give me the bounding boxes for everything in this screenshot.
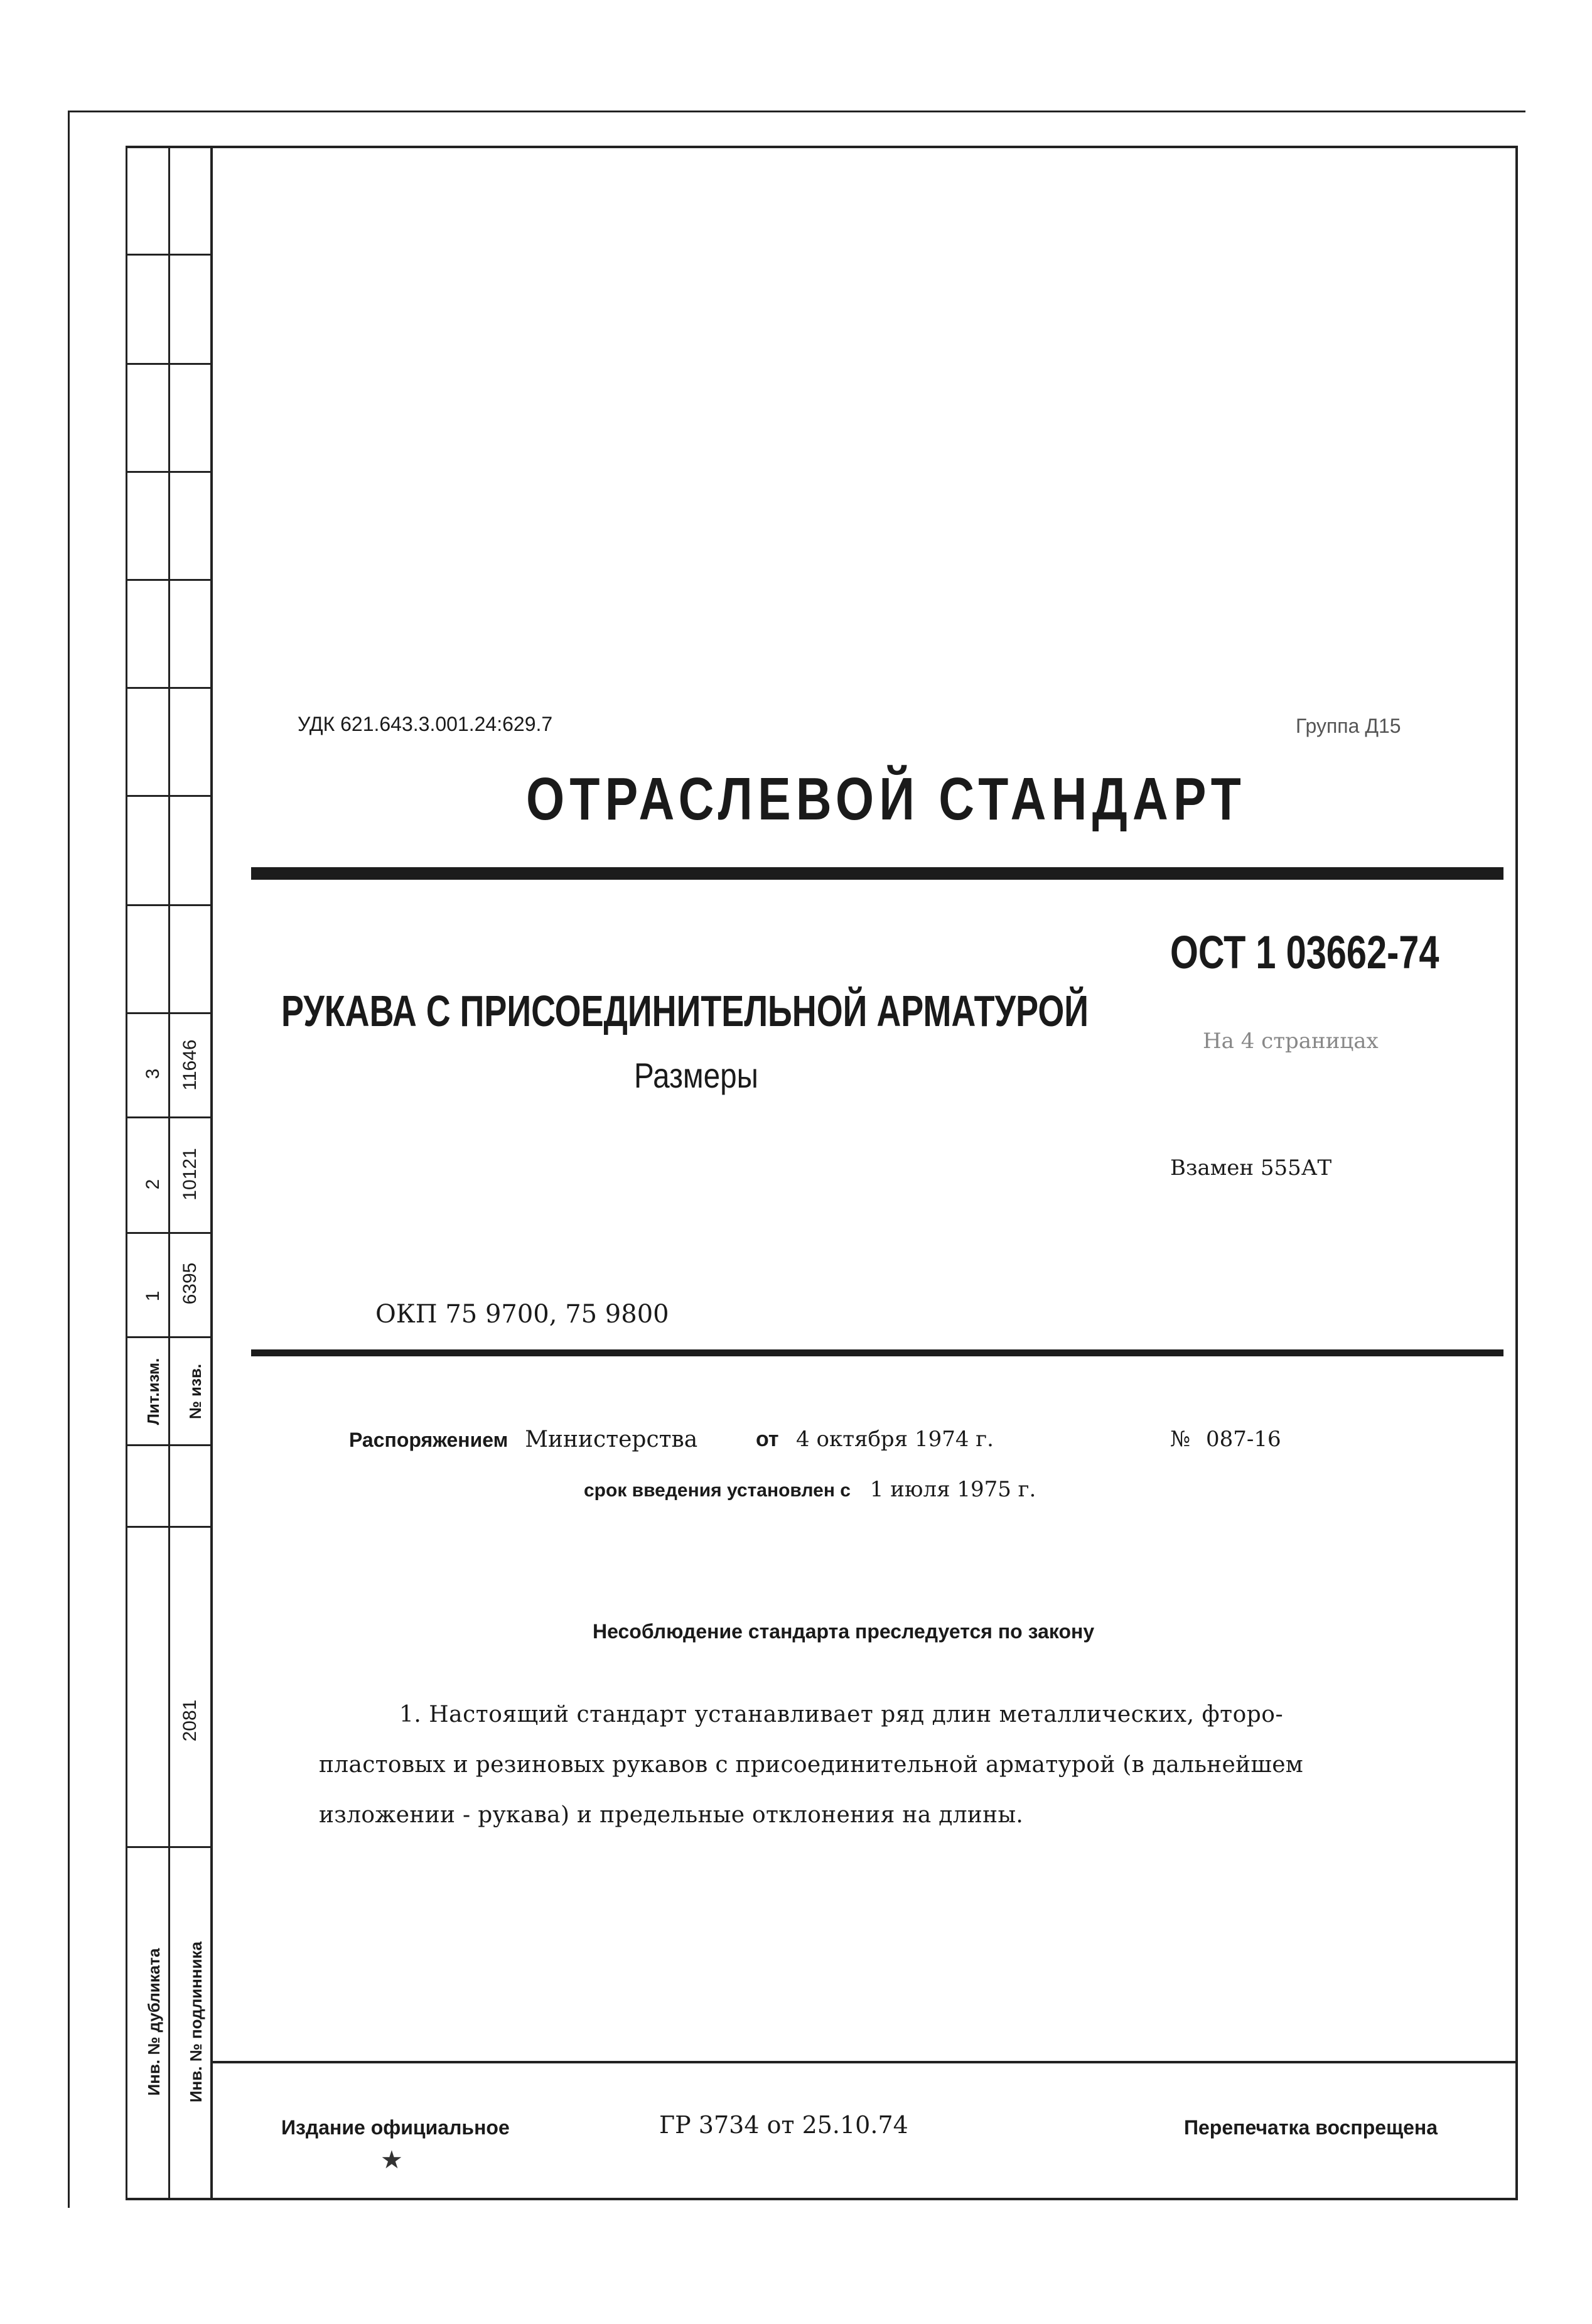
decree-number: 087-16 xyxy=(1206,1427,1281,1452)
stamp-change-col-3: 3 xyxy=(143,1068,163,1079)
frame-bottom xyxy=(126,2198,1518,2200)
paragraph-1-line-2: пластовых и резиновых рукавов с присоединительной арматурой (в дальнейшем xyxy=(319,1752,1304,1778)
stamp-row-7 xyxy=(126,904,211,906)
stamp-row-3 xyxy=(126,471,211,473)
footer-reprint: Перепечатка воспрещена xyxy=(1184,2116,1438,2139)
stamp-row-1 xyxy=(126,254,211,256)
udk-code: УДК 621.643.3.001.24:629.7 xyxy=(298,713,553,735)
paragraph-1-line-3: изложении - рукава) и предельные отклонения на длины. xyxy=(319,1802,1024,1828)
stamp-left xyxy=(126,146,127,2199)
stamp-row-4 xyxy=(126,579,211,581)
stamp-row-14 xyxy=(126,1846,211,1848)
stamp-change-col-2: 2 xyxy=(143,1179,163,1190)
decree-line xyxy=(349,1427,697,1452)
okp-rule xyxy=(251,1349,1503,1356)
title-rule xyxy=(251,867,1503,880)
decree-date-line xyxy=(756,1427,994,1452)
star-icon: ★ xyxy=(380,2146,403,2175)
document-title: ОТРАСЛЕВОЙ СТАНДАРТ xyxy=(526,765,1246,833)
okp-codes: ОКП 75 9700, 75 9800 xyxy=(375,1300,669,1329)
stamp-label-changes: Лит.изм. xyxy=(144,1358,163,1425)
decree-authority: Министерства xyxy=(525,1427,698,1452)
standard-pages: На 4 страницах xyxy=(1203,1029,1379,1054)
decree-date-prefix: от xyxy=(756,1427,779,1451)
stamp-row-9 xyxy=(126,1116,211,1118)
stamp-row-5 xyxy=(126,687,211,689)
standard-subject: РУКАВА С ПРИСОЕДИНИТЕЛЬНОЙ АРМАТУРОЙ xyxy=(281,986,1089,1035)
frame-top-outer xyxy=(69,111,1525,112)
stamp-change-num-2: 10121 xyxy=(180,1148,200,1201)
frame-left-inner xyxy=(210,146,213,2199)
stamp-row-6 xyxy=(126,795,211,797)
decree-date: 4 октября 1974 г. xyxy=(796,1427,994,1452)
stamp-label-duplicate: Инв. № дубликата xyxy=(144,1948,163,2096)
stamp-change-col-1: 1 xyxy=(143,1290,163,1302)
decree-effective-line xyxy=(584,1477,1036,1502)
decree-number-line xyxy=(1170,1427,1281,1452)
group-code: Группа Д15 xyxy=(1296,715,1401,737)
frame-left-outer xyxy=(68,111,70,2208)
decree-effective-date: 1 июля 1975 г. xyxy=(869,1477,1036,1502)
footer-top-line xyxy=(210,2061,1518,2063)
paragraph-1-line-1: 1. Настоящий стандарт устанавливает ряд длин металлических, фторо- xyxy=(399,1702,1284,1727)
stamp-change-num-1: 6395 xyxy=(180,1262,200,1305)
frame-top xyxy=(126,146,1518,148)
stamp-row-10 xyxy=(126,1232,211,1234)
footer-registration: ГР 3734 от 25.10.74 xyxy=(659,2111,908,2139)
stamp-row-11 xyxy=(126,1336,211,1338)
footer-edition: Издание официальное xyxy=(281,2116,510,2139)
stamp-row-13 xyxy=(126,1526,211,1528)
standard-replaces: Взамен 555АТ xyxy=(1170,1155,1332,1181)
frame-right xyxy=(1515,146,1518,2199)
decree-prefix: Распоряжением xyxy=(349,1429,508,1451)
stamp-row-2 xyxy=(126,363,211,365)
stamp-label-original: Инв. № подлинника xyxy=(186,1941,205,2103)
stamp-mid xyxy=(168,146,170,2199)
decree-effective-label: срок введения установлен с xyxy=(584,1480,851,1501)
decree-number-label: № xyxy=(1170,1427,1191,1452)
stamp-label-number: № изв. xyxy=(186,1363,205,1420)
standard-subtitle: Размеры xyxy=(634,1056,758,1095)
standard-number: ОСТ 1 03662-74 xyxy=(1170,926,1439,978)
stamp-row-12 xyxy=(126,1444,211,1446)
stamp-change-num-3: 11646 xyxy=(180,1039,200,1091)
legal-notice: Несоблюдение стандарта преследуется по закону xyxy=(593,1620,1095,1643)
stamp-duplicate-number: 2081 xyxy=(180,1699,200,1742)
stamp-row-8 xyxy=(126,1012,211,1014)
